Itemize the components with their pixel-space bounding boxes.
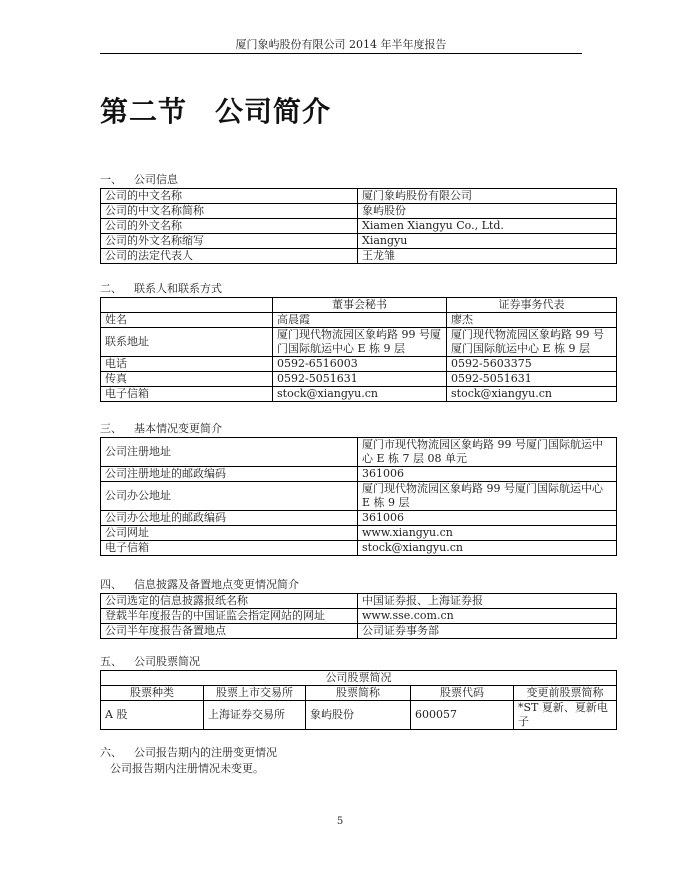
table-row	[101, 511, 617, 526]
row-value: 厦门现代物流园区象屿路 99 号厦门国际航运中心 E 栋 9 层	[358, 482, 617, 511]
row-value: www.sse.com.cn	[358, 609, 617, 624]
row-label: 公司网址	[101, 526, 358, 541]
row-label: 公司的外文名称	[101, 219, 358, 234]
section-heading-company-info	[100, 173, 178, 187]
header-rule	[100, 53, 582, 54]
row-value: 公司证券事务部	[358, 624, 617, 639]
row-value: stock@xiangyu.cn	[358, 541, 617, 556]
secretary-value: 高晨霞	[273, 313, 447, 328]
section-heading-contacts	[100, 282, 222, 296]
table-row	[101, 387, 617, 402]
basic-info-table	[100, 437, 617, 556]
representative-value: 0592-5603375	[447, 357, 617, 372]
row-value: 361006	[358, 511, 617, 526]
table-row	[101, 541, 617, 556]
row-value: 王龙雏	[358, 249, 617, 264]
section-title: 信息披露及备置地点变更情况简介	[134, 578, 299, 591]
table-row	[101, 357, 617, 372]
table-row	[101, 701, 617, 730]
row-label: 联系地址	[101, 328, 273, 357]
row-label: 公司半年度报告备置地点	[101, 624, 358, 639]
table-caption: 公司股票简况	[101, 671, 617, 686]
row-label: 登载半年度报告的中国证监会指定网站的网址	[101, 609, 358, 624]
company-info-table	[100, 188, 617, 264]
section-number: 三、	[100, 422, 122, 435]
row-label: 姓名	[101, 313, 273, 328]
column-header-code: 股票代码	[411, 686, 514, 701]
chapter-title	[100, 94, 331, 130]
representative-value: stock@xiangyu.cn	[447, 387, 617, 402]
row-value: 中国证券报、上海证券报	[358, 594, 617, 609]
table-row	[101, 249, 617, 264]
table-row	[101, 372, 617, 387]
section-title: 公司股票简况	[134, 655, 200, 668]
short-name: 象屿股份	[306, 701, 411, 730]
secretary-value: 厦门现代物流园区象屿路 99 号厦门国际航运中心 E 栋 9 层	[273, 328, 447, 357]
table-row	[101, 609, 617, 624]
row-label: 公司选定的信息披露报纸名称	[101, 594, 358, 609]
table-row	[101, 189, 617, 204]
table-row	[101, 482, 617, 511]
column-header-empty	[101, 298, 273, 313]
row-value: Xiangyu	[358, 234, 617, 249]
table-header-row	[101, 298, 617, 313]
table-row	[101, 624, 617, 639]
previous-name: *ST 夏新、夏新电子	[514, 701, 617, 730]
section-number: 四、	[100, 578, 122, 591]
section-number: 五、	[100, 655, 122, 668]
row-value: Xiamen Xiangyu Co., Ltd.	[358, 219, 617, 234]
row-label: 公司的法定代表人	[101, 249, 358, 264]
row-label: 电子信箱	[101, 541, 358, 556]
page-header: 厦门象屿股份有限公司 2014 年半年度报告	[235, 38, 447, 51]
page-number: 5	[336, 816, 344, 827]
column-header-short-name: 股票简称	[306, 686, 411, 701]
row-label: 电话	[101, 357, 273, 372]
table-row	[101, 328, 617, 357]
disclosure-table	[100, 593, 617, 639]
row-label: 公司的中文名称简称	[101, 204, 358, 219]
section-title: 联系人和联系方式	[134, 282, 222, 295]
row-label: 公司办公地址	[101, 482, 358, 511]
section-title: 公司信息	[134, 173, 178, 186]
chapter-title-text: 公司简介	[215, 95, 332, 128]
row-value: 象屿股份	[358, 204, 617, 219]
row-value: 361006	[358, 467, 617, 482]
representative-value: 廖杰	[447, 313, 617, 328]
row-label: 电子信箱	[101, 387, 273, 402]
section-heading-registration-changes	[100, 746, 277, 760]
row-label: 公司的外文名称缩写	[101, 234, 358, 249]
section-heading-disclosure	[100, 578, 299, 592]
column-header-representative: 证券事务代表	[447, 298, 617, 313]
secretary-value: 0592-6516003	[273, 357, 447, 372]
row-value: 厦门象屿股份有限公司	[358, 189, 617, 204]
row-label: 公司的中文名称	[101, 189, 358, 204]
row-label: 传真	[101, 372, 273, 387]
representative-value: 厦门现代物流园区象屿路 99 号厦门国际航运中心 E 栋 9 层	[447, 328, 617, 357]
representative-value: 0592-5051631	[447, 372, 617, 387]
row-label: 公司注册地址	[101, 438, 358, 467]
registration-changes-body: 公司报告期内注册情况未变更。	[110, 762, 264, 775]
secretary-value: 0592-5051631	[273, 372, 447, 387]
contacts-table	[100, 297, 617, 402]
table-header-row	[101, 686, 617, 701]
column-header-stock-type: 股票种类	[101, 686, 204, 701]
table-row	[101, 313, 617, 328]
section-number: 六、	[100, 746, 122, 759]
stock-code: 600057	[411, 701, 514, 730]
section-number: 一、	[100, 173, 122, 186]
section-heading-stock-overview	[100, 655, 200, 669]
row-value: www.xiangyu.cn	[358, 526, 617, 541]
section-heading-basic-info-changes	[100, 422, 222, 436]
table-row	[101, 204, 617, 219]
table-caption-row	[101, 671, 617, 686]
table-row	[101, 594, 617, 609]
table-row	[101, 526, 617, 541]
column-header-exchange: 股票上市交易所	[204, 686, 306, 701]
column-header-secretary: 董事会秘书	[273, 298, 447, 313]
stock-overview-table	[100, 670, 617, 730]
column-header-previous-name: 变更前股票简称	[514, 686, 617, 701]
table-row	[101, 219, 617, 234]
section-number: 二、	[100, 282, 122, 295]
section-title: 公司报告期内的注册变更情况	[134, 746, 277, 759]
stock-type: A 股	[101, 701, 204, 730]
chapter-number: 第二节	[100, 95, 188, 128]
row-label: 公司办公地址的邮政编码	[101, 511, 358, 526]
table-row	[101, 438, 617, 467]
row-label: 公司注册地址的邮政编码	[101, 467, 358, 482]
row-value: 厦门市现代物流园区象屿路 99 号厦门国际航运中心 E 栋 7 层 08 单元	[358, 438, 617, 467]
table-row	[101, 467, 617, 482]
table-row	[101, 234, 617, 249]
exchange: 上海证券交易所	[204, 701, 306, 730]
secretary-value: stock@xiangyu.cn	[273, 387, 447, 402]
section-title: 基本情况变更简介	[134, 422, 222, 435]
